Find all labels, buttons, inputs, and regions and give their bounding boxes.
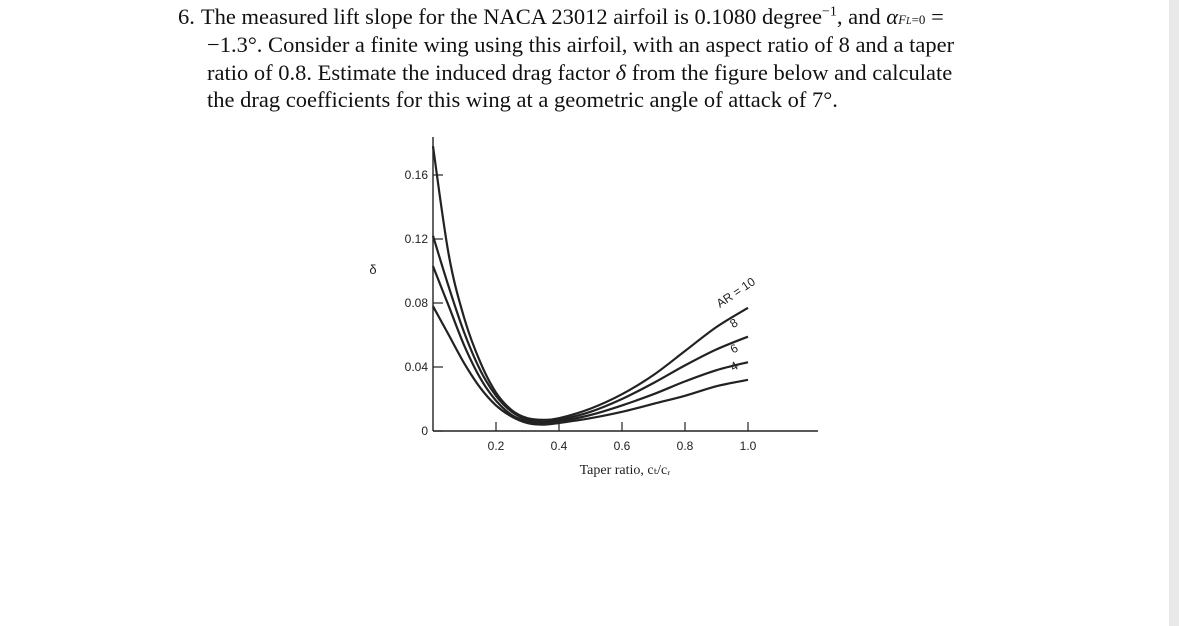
alpha-symbol: α xyxy=(886,4,899,29)
series-label: AR = 10 xyxy=(713,274,758,311)
problem-line-4: the drag coefficients for this wing at a geometric angle of attack of 7°. xyxy=(207,87,838,112)
problem-line-1: 6. The measured lift slope for the NACA 23012 airfoil is 0.1080 degree$^{-1}$, and αFL=0 = xyxy=(178,4,944,29)
series-label: 8 xyxy=(727,315,741,331)
x-tick-label: 0.6 xyxy=(613,439,631,453)
problem-line-3: ratio of 0.8. Estimate the induced drag factor δ from the figure below and calculate xyxy=(207,60,953,85)
problem-number: 6. xyxy=(178,4,195,29)
series-label: 4 xyxy=(728,358,741,374)
x-tick-label: 1.0 xyxy=(739,439,757,453)
y-tick-label: 0.04 xyxy=(404,360,428,374)
series-line-ar8 xyxy=(433,236,748,422)
x-axis-label: Taper ratio, cₜ/cᵣ xyxy=(579,463,671,478)
y-axis-label: δ xyxy=(369,262,377,277)
series-line-ar4 xyxy=(433,306,748,424)
series-label: 6 xyxy=(727,340,741,357)
y-tick-label: 0.08 xyxy=(404,296,428,310)
y-tick-label: 0.12 xyxy=(404,232,428,246)
x-tick-label: 0.2 xyxy=(487,439,505,453)
delta-symbol: δ xyxy=(615,60,627,85)
problem-line-2: −1.3°. Consider a finite wing using this airfoil, with an aspect ratio of 8 and a taper xyxy=(207,32,955,57)
x-tick-label: 0.4 xyxy=(550,439,568,453)
y-tick-label: 0 xyxy=(421,424,428,438)
y-tick-label: 0.16 xyxy=(404,168,428,182)
x-tick-label: 0.8 xyxy=(676,439,694,453)
series-line-ar6 xyxy=(433,266,748,423)
